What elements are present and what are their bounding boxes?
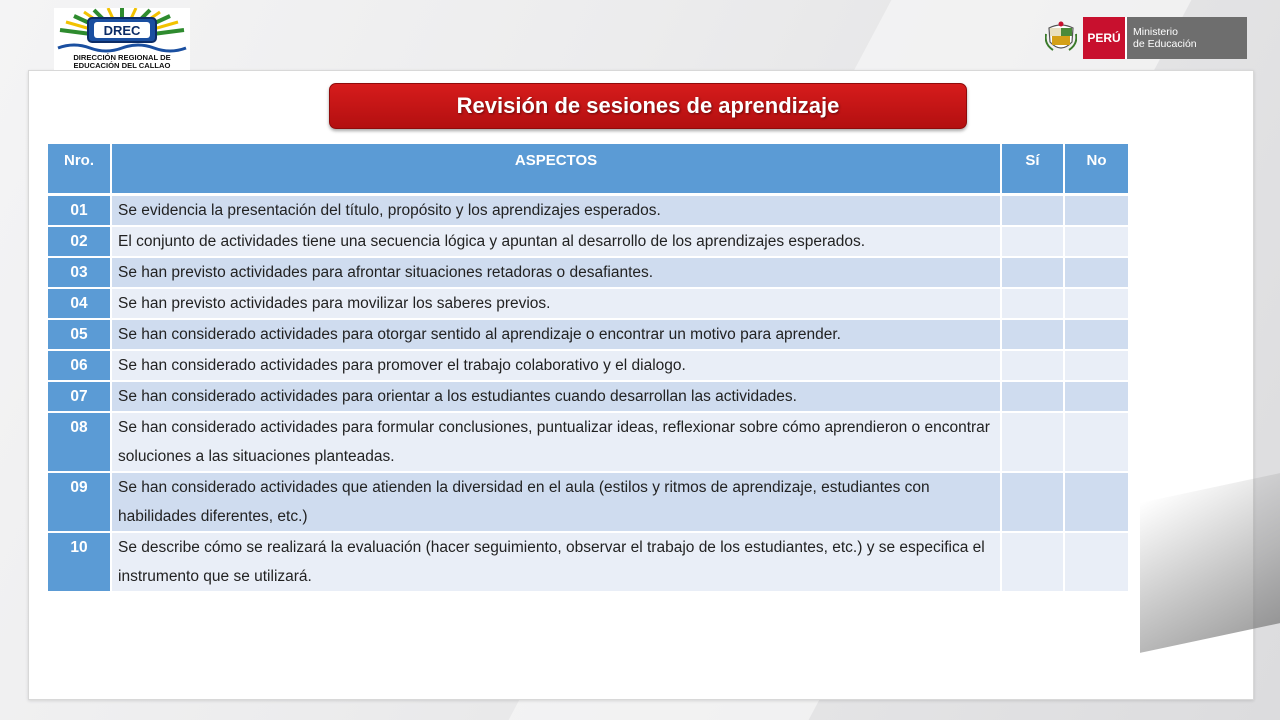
row-si-cell[interactable] [1002, 351, 1065, 382]
row-aspect-text: Se evidencia la presentación del título, propósito y los aprendizajes esperados. [112, 196, 1002, 227]
slide-title: Revisión de sesiones de aprendizaje [329, 83, 967, 129]
table-row [48, 196, 1130, 227]
svg-text:DREC: DREC [103, 23, 141, 38]
row-aspect-text: Se han previsto actividades para afrontar situaciones retadoras o desafiantes. [112, 258, 1002, 289]
table-row [48, 289, 1130, 320]
svg-text:DIRECCIÓN REGIONAL DE: DIRECCIÓN REGIONAL DE [73, 53, 171, 62]
row-aspect-text: Se han previsto actividades para movilizar los saberes previos. [112, 289, 1002, 320]
row-number: 09 [48, 473, 112, 533]
table-row [48, 320, 1130, 351]
row-number: 05 [48, 320, 112, 351]
row-no-cell[interactable] [1065, 258, 1130, 289]
row-number: 06 [48, 351, 112, 382]
row-si-cell[interactable] [1002, 382, 1065, 413]
row-aspect-text: Se han considerado actividades para promover el trabajo colaborativo y el dialogo. [112, 351, 1002, 382]
header-aspectos: ASPECTOS [112, 144, 1002, 196]
row-no-cell[interactable] [1065, 227, 1130, 258]
row-no-cell[interactable] [1065, 473, 1130, 533]
ministry-label [1125, 17, 1247, 59]
checklist-table [48, 144, 1130, 593]
row-no-cell[interactable] [1065, 382, 1130, 413]
peru-label: PERÚ [1083, 17, 1125, 59]
row-number: 01 [48, 196, 112, 227]
table-row [48, 382, 1130, 413]
row-number: 07 [48, 382, 112, 413]
decorative-shadow-band [1140, 473, 1280, 653]
ministry-line-1: Ministerio [1133, 26, 1178, 38]
row-number: 08 [48, 413, 112, 473]
header-nro: Nro. [48, 144, 112, 196]
table-header-row [48, 144, 1130, 196]
table-row [48, 473, 1130, 533]
table-row [48, 258, 1130, 289]
row-no-cell[interactable] [1065, 289, 1130, 320]
row-no-cell[interactable] [1065, 351, 1130, 382]
table-row [48, 533, 1130, 593]
row-number: 04 [48, 289, 112, 320]
row-no-cell[interactable] [1065, 320, 1130, 351]
row-aspect-text: Se han considerado actividades que atienden la diversidad en el aula (estilos y ritmos de aprendizaje, estudiantes con habilidades diferentes, etc.) [112, 473, 1002, 533]
row-aspect-text: Se describe cómo se realizará la evaluación (hacer seguimiento, observar el trabajo de los estudiantes, etc.) y se especifica el instrumento que se utilizará. [112, 533, 1002, 593]
ministry-line-2: de Educación [1133, 38, 1197, 50]
drec-logo-icon [54, 8, 190, 70]
row-aspect-text: El conjunto de actividades tiene una secuencia lógica y apuntan al desarrollo de los aprendizajes esperados. [112, 227, 1002, 258]
minedu-logo [1045, 17, 1247, 59]
row-number: 02 [48, 227, 112, 258]
table-row [48, 227, 1130, 258]
row-si-cell[interactable] [1002, 227, 1065, 258]
row-aspect-text: Se han considerado actividades para orientar a los estudiantes cuando desarrollan las actividades. [112, 382, 1002, 413]
row-si-cell[interactable] [1002, 320, 1065, 351]
drec-logo [54, 8, 190, 70]
row-si-cell[interactable] [1002, 473, 1065, 533]
row-number: 10 [48, 533, 112, 593]
header-si: Sí [1002, 144, 1065, 196]
svg-text:EDUCACIÓN DEL CALLAO: EDUCACIÓN DEL CALLAO [73, 61, 171, 70]
row-no-cell[interactable] [1065, 196, 1130, 227]
table-row [48, 413, 1130, 473]
row-number: 03 [48, 258, 112, 289]
coat-of-arms-icon [1045, 20, 1077, 56]
row-si-cell[interactable] [1002, 533, 1065, 593]
row-no-cell[interactable] [1065, 413, 1130, 473]
row-no-cell[interactable] [1065, 533, 1130, 593]
table-row [48, 351, 1130, 382]
row-aspect-text: Se han considerado actividades para formular conclusiones, puntualizar ideas, reflexionar sobre cómo aprendieron o encontrar soluciones a las situaciones planteadas. [112, 413, 1002, 473]
row-si-cell[interactable] [1002, 196, 1065, 227]
row-si-cell[interactable] [1002, 258, 1065, 289]
header-no: No [1065, 144, 1130, 196]
row-si-cell[interactable] [1002, 413, 1065, 473]
row-si-cell[interactable] [1002, 289, 1065, 320]
row-aspect-text: Se han considerado actividades para otorgar sentido al aprendizaje o encontrar un motivo para aprender. [112, 320, 1002, 351]
